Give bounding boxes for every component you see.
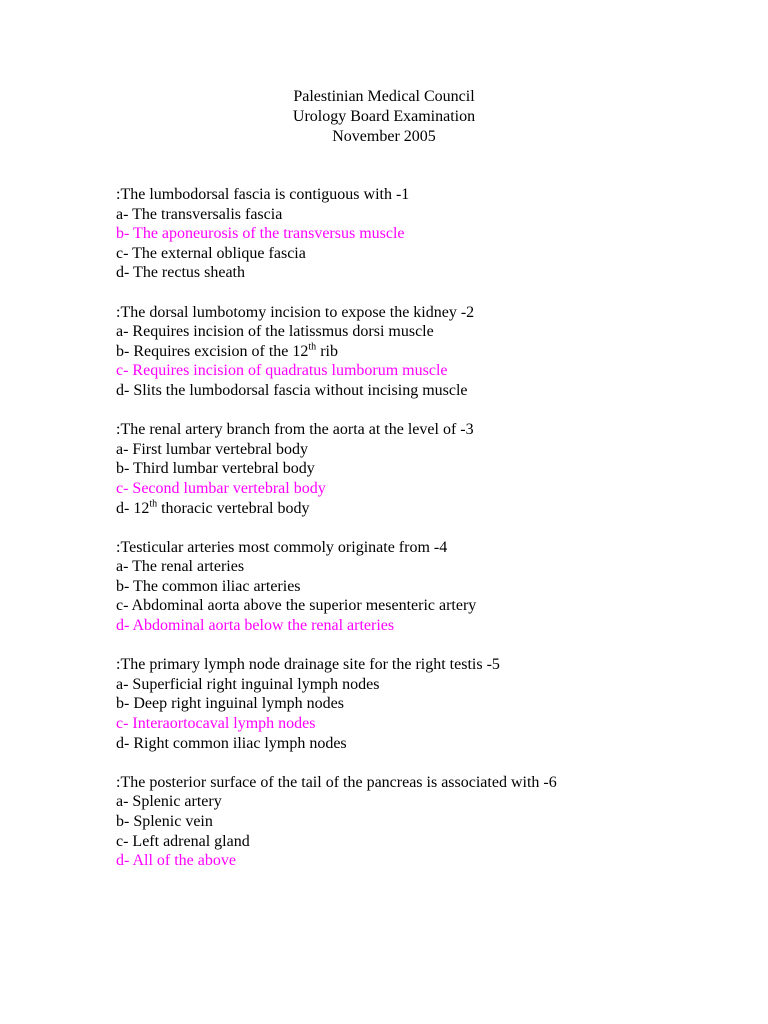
answer-option-text: c- Second lumbar vertebral body — [116, 479, 326, 497]
answer-option — [116, 244, 736, 264]
document-header — [0, 87, 768, 147]
answer-option-text: d- 12 — [116, 499, 150, 517]
ordinal-suffix: th — [149, 498, 158, 510]
exam-title: Urology Board Examination — [292, 108, 476, 125]
answer-option-text: a- First lumbar vertebral body — [116, 440, 308, 458]
ordinal-suffix: th — [308, 341, 317, 353]
question-list — [116, 185, 736, 890]
answer-option-correct — [116, 616, 736, 636]
answer-option-text: d- The rectus sheath — [116, 264, 245, 282]
answer-option-text: b- Deep right inguinal lymph nodes — [116, 695, 344, 713]
question-stem: :The primary lymph node drainage site for the right testis -5 — [116, 656, 500, 674]
answer-option-text: c- Interaortocaval lymph nodes — [116, 715, 316, 733]
answer-option — [116, 792, 736, 812]
answer-option — [116, 322, 736, 342]
answer-option — [116, 812, 736, 832]
question-block — [116, 773, 736, 871]
answer-option — [116, 499, 736, 519]
answer-option-text: a- Splenic artery — [116, 793, 222, 811]
answer-option-text: a- Requires incision of the latissmus dorsi muscle — [116, 323, 434, 341]
answer-option-correct — [116, 851, 736, 871]
answer-option-text: a- Superficial right inguinal lymph nodes — [116, 675, 380, 693]
answer-option-text-continued: thoracic vertebral body — [157, 499, 310, 517]
question-block — [116, 303, 736, 401]
question-block — [116, 185, 736, 283]
answer-option-text: c- The external oblique fascia — [116, 244, 306, 262]
answer-option-correct — [116, 479, 736, 499]
answer-option-text: d- Slits the lumbodorsal fascia without incising muscle — [116, 381, 468, 399]
answer-option — [116, 694, 736, 714]
answer-option — [116, 832, 736, 852]
answer-option-text-continued: rib — [316, 342, 338, 360]
answer-option-correct — [116, 714, 736, 734]
answer-option — [116, 675, 736, 695]
answer-option — [116, 342, 736, 362]
question-block — [116, 655, 736, 753]
answer-option-text: d- Right common iliac lymph nodes — [116, 734, 347, 752]
question-stem: :The renal artery branch from the aorta at the level of -3 — [116, 421, 474, 439]
question-stem: :The dorsal lumbotomy incision to expose the kidney -2 — [116, 303, 475, 321]
answer-option-text: b- The aponeurosis of the transversus muscle — [116, 225, 405, 243]
answer-option-text: b- Splenic vein — [116, 813, 213, 830]
question-stem: :The lumbodorsal fascia is contiguous with -1 — [116, 186, 410, 203]
answer-option — [116, 263, 736, 283]
answer-option-text: c- Requires incision of quadratus lumborum muscle — [116, 362, 448, 380]
answer-option-text: b- Third lumbar vertebral body — [116, 460, 315, 478]
answer-option-text: c- Left adrenal gland — [116, 832, 250, 850]
answer-option-text: d- All of the above — [116, 852, 236, 870]
exam-date: November 2005 — [332, 128, 436, 145]
answer-option-correct — [116, 361, 736, 381]
answer-option — [116, 459, 736, 479]
answer-option-text: a- The renal arteries — [116, 558, 245, 576]
answer-option-text: b- Requires excision of the 12 — [116, 342, 309, 360]
answer-option-text: a- The transversalis fascia — [116, 205, 283, 223]
answer-option-text: c- Abdominal aorta above the superior mesenteric artery — [116, 597, 477, 615]
question-block — [116, 420, 736, 518]
answer-option — [116, 596, 736, 616]
question-block — [116, 538, 736, 636]
answer-option — [116, 577, 736, 597]
question-stem: :Testicular arteries most commoly originate from -4 — [116, 538, 448, 556]
answer-option — [116, 440, 736, 460]
question-stem: :The posterior surface of the tail of the pancreas is associated with -6 — [116, 773, 557, 791]
organization-title: Palestinian Medical Council — [293, 88, 475, 105]
answer-option — [116, 205, 736, 225]
answer-option-text: d- Abdominal aorta below the renal arteries — [116, 617, 395, 635]
answer-option-correct — [116, 224, 736, 244]
answer-option-text: b- The common iliac arteries — [116, 577, 301, 595]
answer-option — [116, 557, 736, 577]
answer-option — [116, 381, 736, 401]
answer-option — [116, 734, 736, 754]
